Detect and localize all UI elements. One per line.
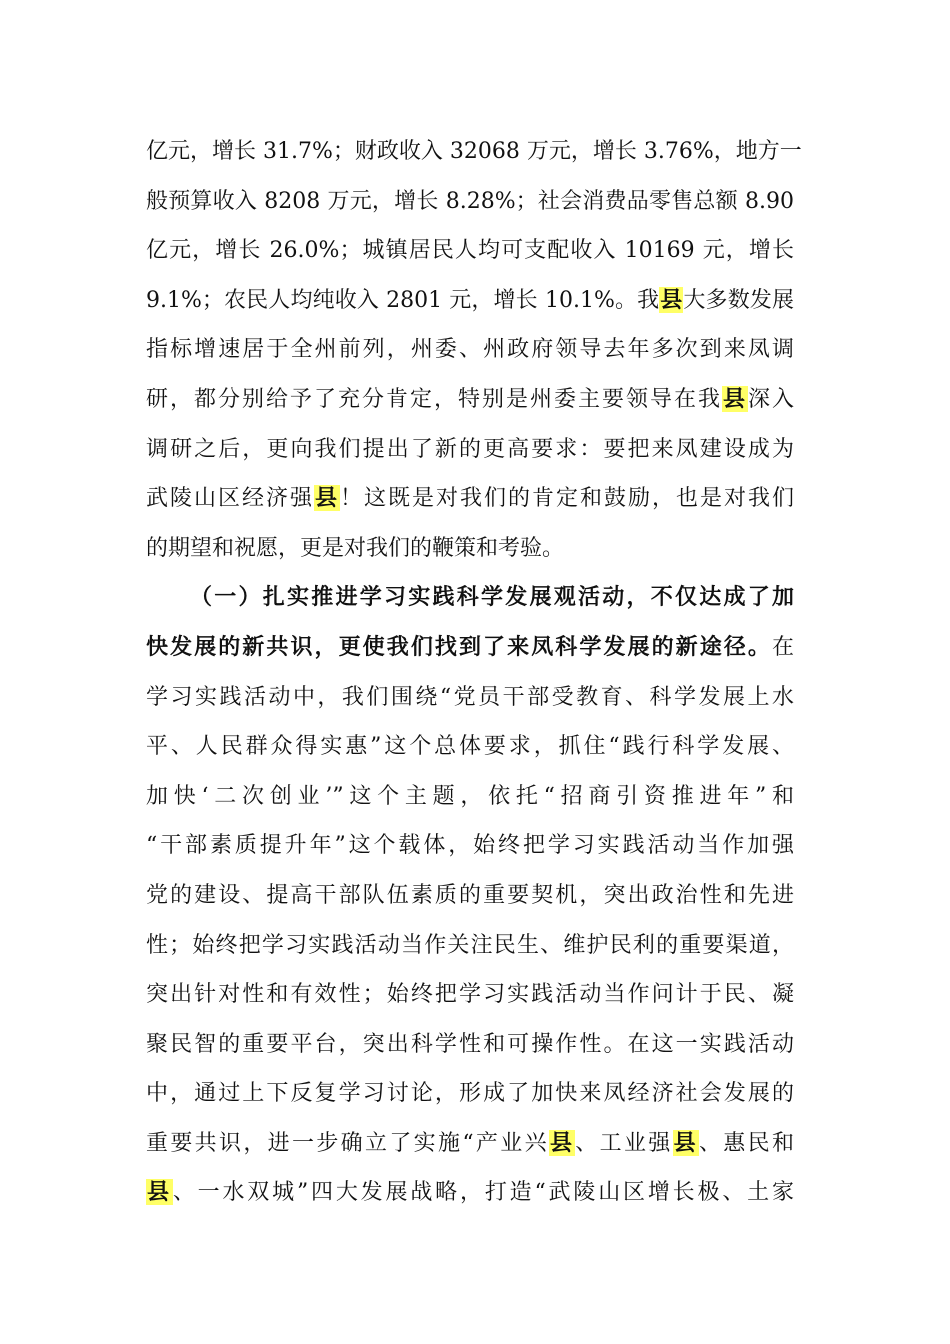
text-line [146, 325, 794, 375]
text-segment: 学习实践活动中，我们围绕“党员干部受教育、科学发展上水 [146, 684, 794, 710]
text-line [146, 1119, 794, 1169]
text-segment: 中，通过上下反复学习讨论，形成了加快来凤经济社会发展的 [146, 1081, 794, 1107]
text-line [146, 425, 794, 475]
text-segment: 、惠民和 [698, 1130, 794, 1156]
text-line [146, 722, 794, 772]
highlighted-keyword: 县 [549, 1129, 575, 1156]
text-segment: 平、人民群众得实惠”这个总体要求，抓住“践行科学发展、 [146, 734, 794, 760]
text-line [146, 375, 794, 425]
text-segment: 在 [771, 634, 794, 660]
text-line [146, 921, 794, 971]
text-line [146, 127, 802, 177]
text-line [146, 970, 794, 1020]
text-line [146, 524, 806, 574]
text-segment: 亿元，增长 31.7%；财政收入 32068 万元，增长 3.76%，地方一 [146, 139, 802, 164]
text-segment: 重要共识，进一步确立了实施“产业兴 [146, 1130, 549, 1156]
highlighted-keyword: 县 [673, 1129, 698, 1156]
text-segment: 突出针对性和有效性；始终把学习实践活动当作问计于民、凝 [146, 982, 794, 1008]
text-line [146, 772, 794, 822]
text-segment: 调研之后，更向我们提出了新的更高要求：要把来凤建设成为 [146, 436, 794, 462]
text-segment: 亿元，增长 26.0%；城镇居民人均可支配收入 10169 元，增长 [146, 238, 794, 264]
text-line [146, 1168, 794, 1218]
text-line [146, 673, 794, 723]
text-line [146, 276, 794, 326]
text-line [146, 1069, 794, 1119]
text-segment: 的期望和祝愿，更是对我们的鞭策和考验。 [146, 535, 565, 561]
text-segment: 、工业强 [575, 1130, 673, 1156]
text-segment: 9.1%；农民人均纯收入 2801 元，增长 10.1%。我 [146, 287, 660, 313]
highlighted-keyword: 县 [315, 485, 339, 512]
body-text [146, 127, 806, 1218]
text-segment: 武陵山区经济强 [146, 486, 314, 512]
highlighted-keyword: 县 [660, 286, 683, 313]
text-segment: 加快‘二次创业’”这个主题，依托“招商引资推进年”和 [146, 783, 794, 809]
highlighted-keyword: 县 [722, 385, 747, 412]
text-line [146, 871, 794, 921]
bold-heading-text: （一）扎实推进学习实践科学发展观活动，不仅达成了加 [190, 584, 794, 611]
text-segment: ！这既是对我们的肯定和鼓励，也是对我们 [340, 486, 794, 512]
text-segment: 般预算收入 8208 万元，增长 8.28%；社会消费品零售总额 8.90 [146, 188, 794, 214]
text-line [146, 177, 794, 227]
text-line [146, 1020, 794, 1070]
text-segment: “干部素质提升年”这个载体，始终把学习实践活动当作加强 [146, 833, 794, 859]
text-line [146, 623, 794, 673]
text-segment: 大多数发展 [683, 287, 794, 313]
text-segment: 研，都分别给予了充分肯定，特别是州委主要领导在我 [146, 386, 722, 412]
text-line [146, 821, 794, 871]
text-segment: 指标增速居于全州前列，州委、州政府领导去年多次到来凤调 [146, 337, 794, 363]
highlighted-keyword: 县 [147, 1179, 172, 1206]
text-segment: 党的建设、提高干部队伍素质的重要契机，突出政治性和先进 [146, 882, 794, 908]
text-line [146, 474, 794, 524]
text-segment: 性；始终把学习实践活动当作关注民生、维护民利的重要渠道， [146, 932, 794, 958]
text-line [146, 226, 794, 276]
text-segment: 、一水双城”四大发展战略，打造“武陵山区增长极、土家 [172, 1180, 794, 1206]
text-segment: 深入 [747, 386, 794, 412]
text-line [146, 573, 794, 623]
text-segment: 聚民智的重要平台，突出科学性和可操作性。在这一实践活动 [146, 1031, 794, 1057]
bold-heading-text: 快发展的新共识，更使我们找到了来凤科学发展的新途径。 [146, 633, 772, 660]
